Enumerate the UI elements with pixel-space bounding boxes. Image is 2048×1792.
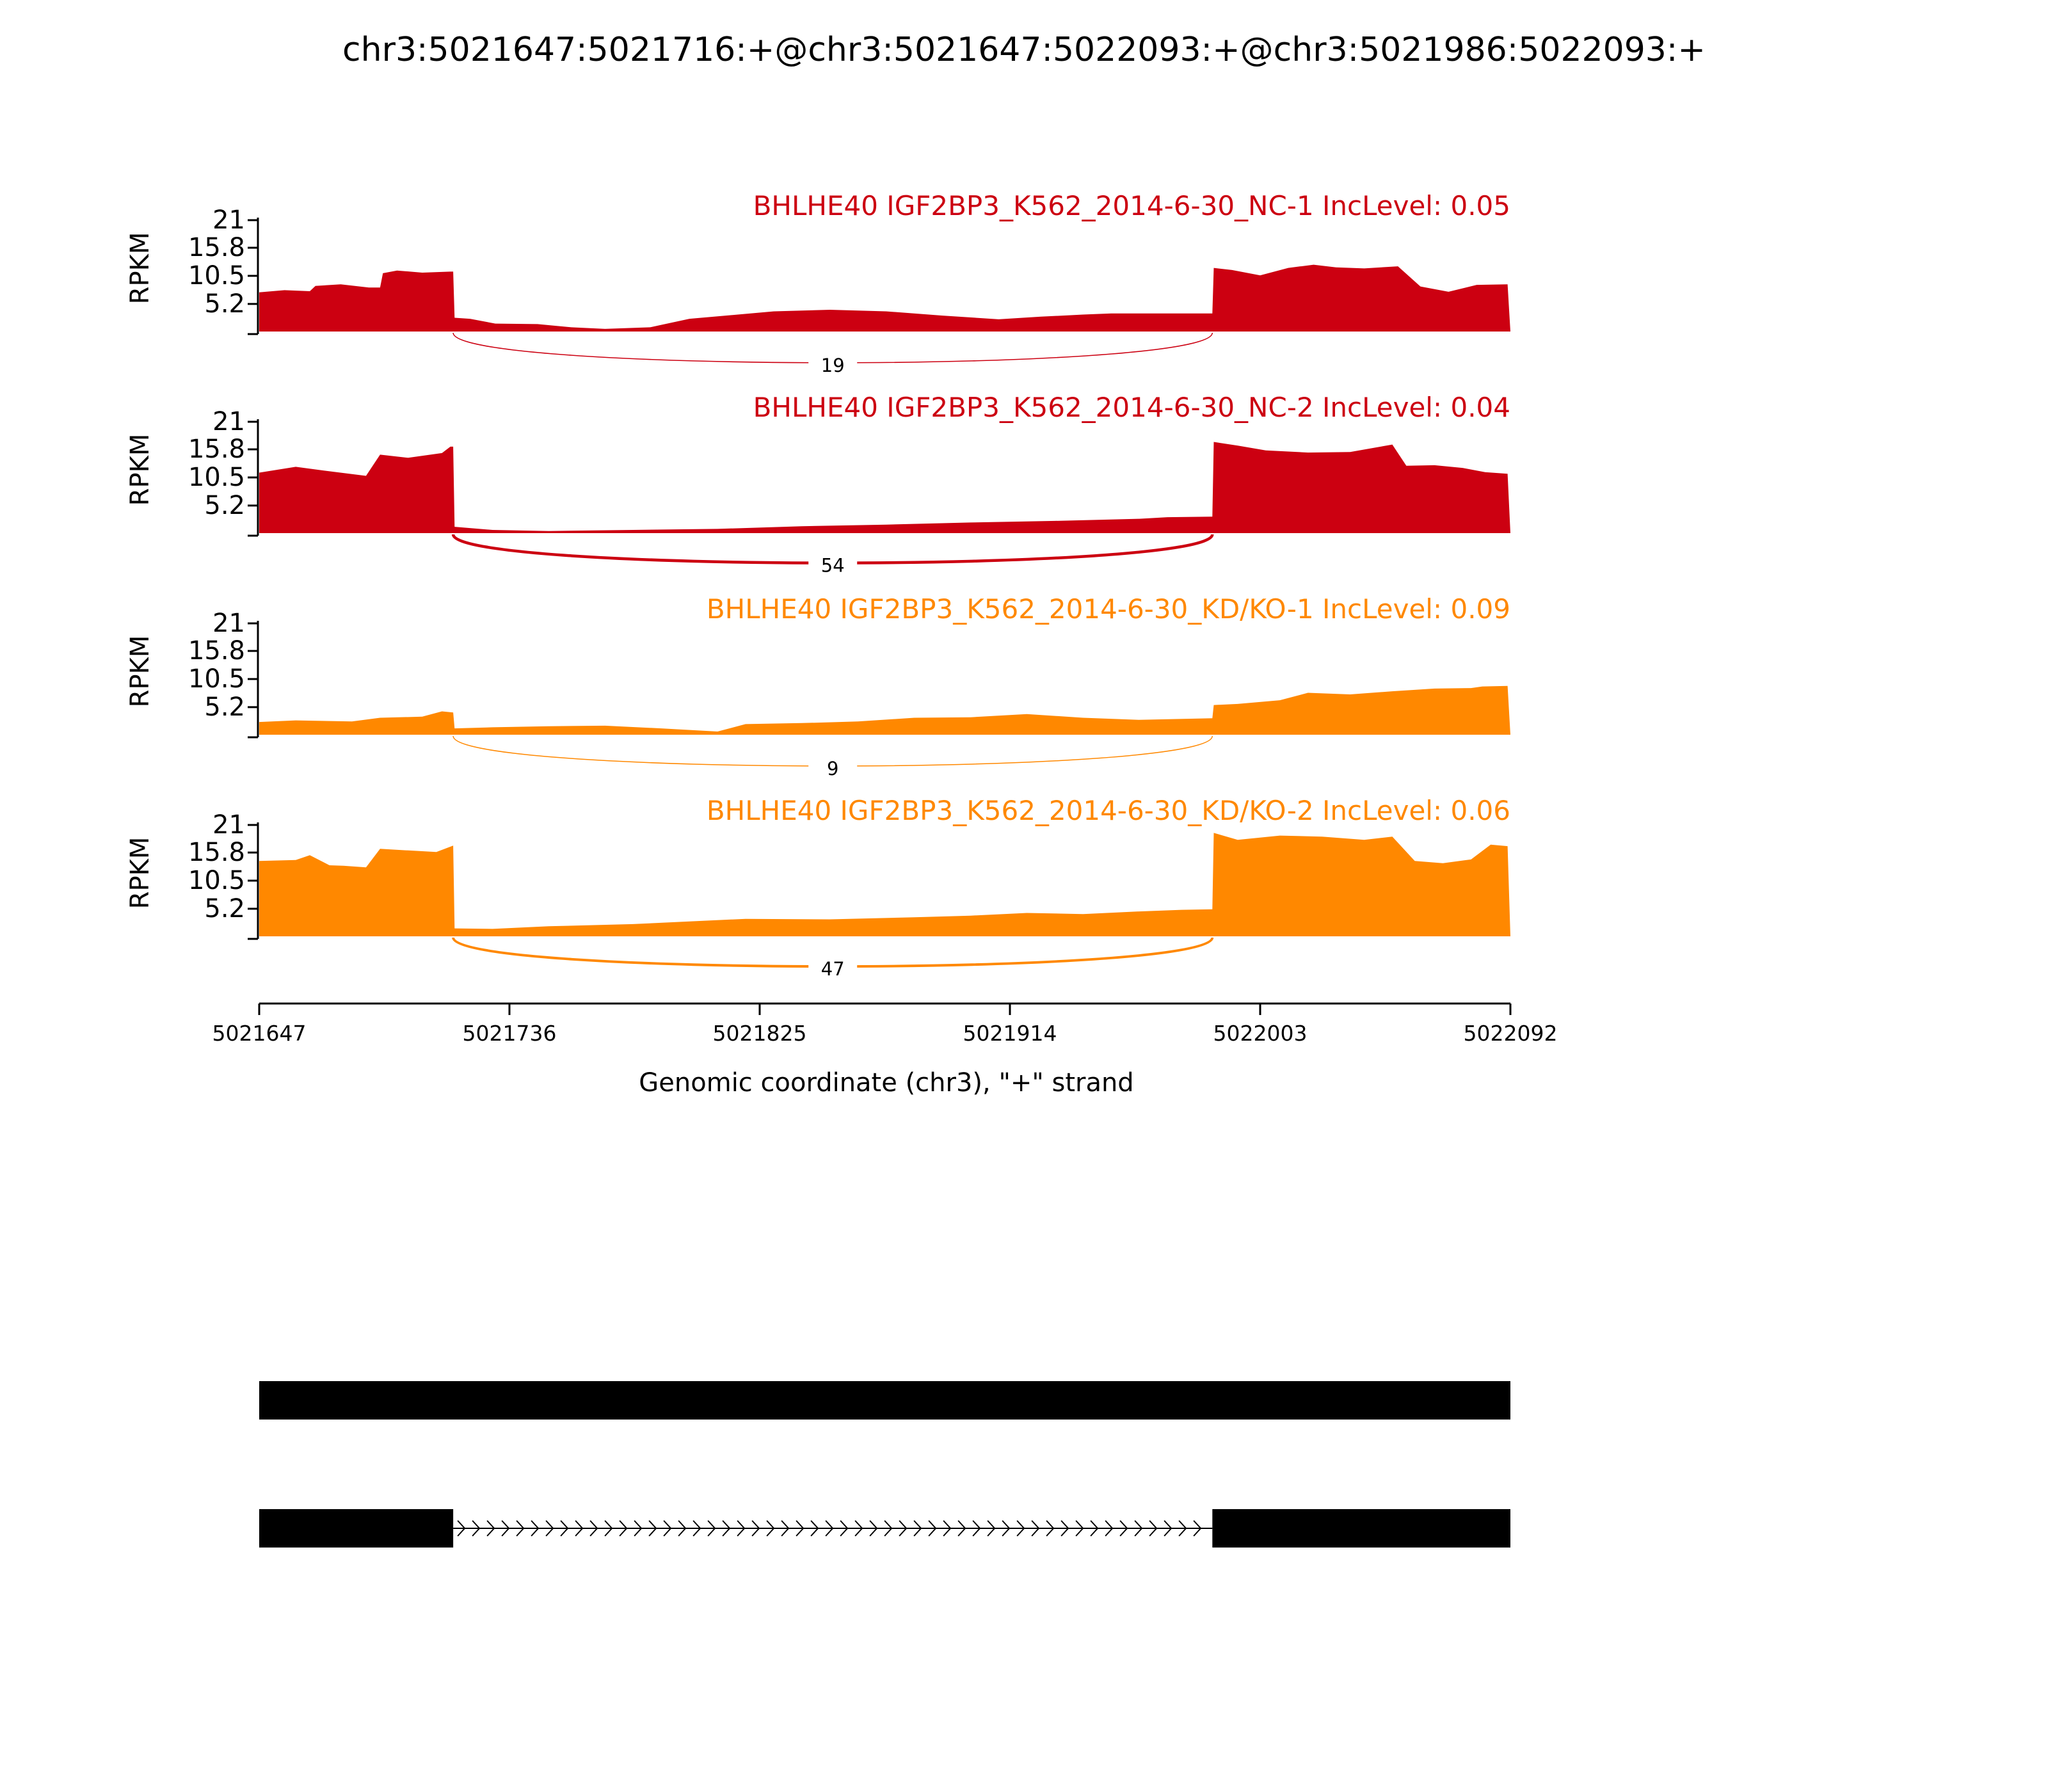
y-axis-label: RPKM xyxy=(125,836,155,909)
exon-block xyxy=(259,1381,1510,1420)
coverage-area xyxy=(259,442,1510,534)
x-tick-label: 5021736 xyxy=(462,1021,557,1046)
isoform-track xyxy=(259,1381,1510,1420)
y-tick-label: 15.8 xyxy=(188,233,245,263)
x-axis-label: Genomic coordinate (chr3), "+" strand xyxy=(639,1068,1134,1098)
y-tick-label: 5.2 xyxy=(204,893,245,924)
track-panel xyxy=(125,593,1510,781)
junction-count: 47 xyxy=(820,958,845,980)
track-panel xyxy=(125,392,1510,579)
x-tick-label: 5021825 xyxy=(712,1021,807,1046)
y-tick-label: 10.5 xyxy=(188,261,245,291)
exon-block xyxy=(259,1509,453,1548)
panel-title: BHLHE40 IGF2BP3_K562_2014-6-30_NC-2 IncLevel: 0.04 xyxy=(753,392,1510,423)
y-tick-label: 21 xyxy=(212,407,245,436)
y-tick-label: 15.8 xyxy=(188,838,245,868)
x-tick-label: 5022003 xyxy=(1213,1021,1308,1046)
y-tick-label: 10.5 xyxy=(188,664,245,694)
y-tick-label: 5.2 xyxy=(204,289,245,319)
junction-count: 19 xyxy=(820,354,845,376)
panel-title: BHLHE40 IGF2BP3_K562_2014-6-30_KD/KO-2 IncLevel: 0.06 xyxy=(706,795,1510,826)
isoform-track xyxy=(259,1509,1510,1548)
y-tick-label: 21 xyxy=(212,609,245,638)
track-panel xyxy=(125,795,1510,982)
gene-model xyxy=(259,1381,1510,1548)
y-tick-label: 15.8 xyxy=(188,636,245,666)
y-tick-label: 10.5 xyxy=(188,866,245,895)
y-tick-label: 5.2 xyxy=(204,490,245,520)
track-panel xyxy=(125,190,1510,378)
y-tick-label: 21 xyxy=(212,810,245,840)
y-axis-label: RPKM xyxy=(125,232,155,305)
coverage-area xyxy=(259,265,1510,332)
coverage-tracks xyxy=(125,190,1510,982)
y-axis-label: RPKM xyxy=(125,635,155,708)
y-tick-label: 10.5 xyxy=(188,463,245,492)
x-tick-label: 5022092 xyxy=(1463,1021,1558,1046)
chart-title: chr3:5021647:5021716:+@chr3:5021647:5022093:+@chr3:5021986:5022093:+ xyxy=(342,31,1706,69)
junction-count: 9 xyxy=(826,757,839,780)
junction-count: 54 xyxy=(820,554,845,577)
panel-title: BHLHE40 IGF2BP3_K562_2014-6-30_KD/KO-1 IncLevel: 0.09 xyxy=(706,593,1510,625)
coverage-area xyxy=(259,833,1510,936)
panel-title: BHLHE40 IGF2BP3_K562_2014-6-30_NC-1 IncLevel: 0.05 xyxy=(753,190,1510,221)
x-tick-label: 5021914 xyxy=(963,1021,1057,1046)
y-tick-label: 21 xyxy=(212,205,245,235)
y-axis-label: RPKM xyxy=(125,433,155,506)
y-tick-label: 15.8 xyxy=(188,435,245,465)
x-axis xyxy=(212,1004,1558,1046)
x-tick-label: 5021647 xyxy=(212,1021,307,1046)
y-tick-label: 5.2 xyxy=(204,692,245,722)
coverage-area xyxy=(259,686,1510,735)
exon-block xyxy=(1212,1509,1510,1548)
